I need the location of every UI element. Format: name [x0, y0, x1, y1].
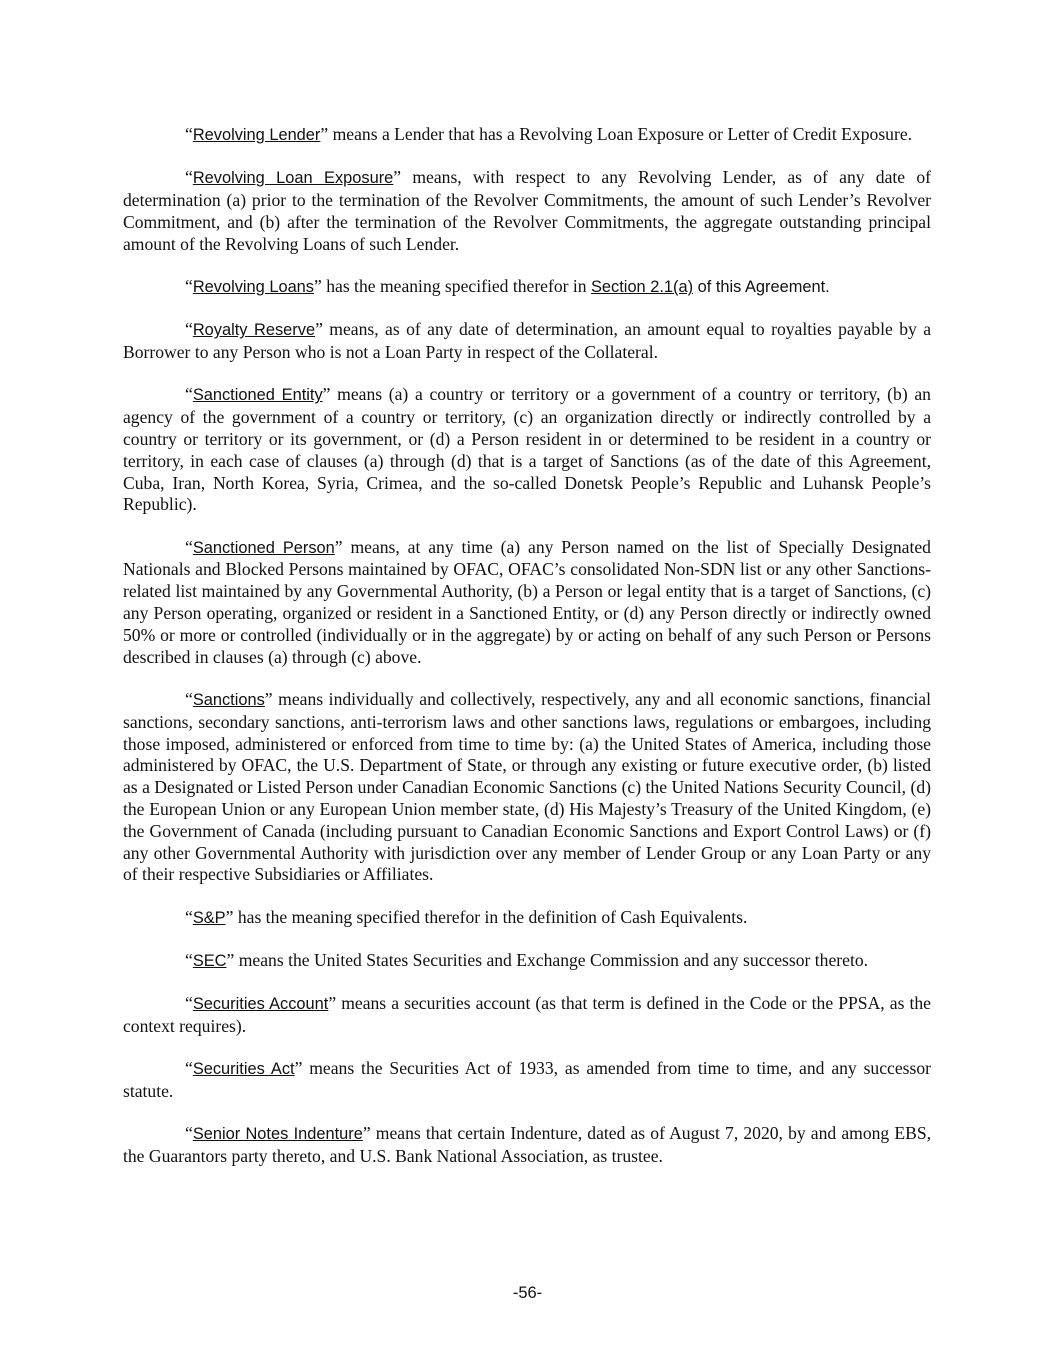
open-quote: “	[185, 1123, 193, 1144]
open-quote: “	[185, 906, 193, 927]
definition-paragraph	[123, 384, 931, 516]
defined-term: Securities Account	[192, 995, 329, 1014]
open-quote: “	[185, 384, 193, 405]
definition-paragraph	[123, 124, 931, 147]
definition-text: ” means the United States Securities and Exchange Commission and any successor thereto.	[226, 949, 869, 970]
page-number: -56-	[512, 1284, 543, 1302]
open-quote: “	[185, 688, 193, 709]
definition-text: ” means individually and collectively, respectively, any and all economic sanctions, financial sanctions, secondary sanctions, anti-terrorism laws and other sanctions laws, regulations or embargoes, including those imposed, administered or enforced from time to time by: (a) the United States of America, including those administered by OFAC, the U.S. Department of State, or through any existing or future executive order, (b) listed as a Designated or Listed Person under Canadian Economic Sanctions (c) the United Nations Security Council, (d) the European Union or any European Union member state, (d) His Majesty’s Treasury of the United Kingdom, (e) the Government of Canada (including pursuant to Canadian Economic Sanctions and Export Control Laws) or (f) any other Governmental Authority with jurisdiction over any member of Lender Group or any Loan Party or any of their respective Subsidiaries or Affiliates.	[123, 688, 931, 885]
definition-text: ” means a Lender that has a Revolving Loan Exposure or Letter of Credit Exposure.	[320, 124, 913, 144]
definition-text: ” means, as of any date of determination, an amount equal to royalties payable by a Borrower to any Person who is not a Loan Party in respect of the Collateral.	[123, 319, 932, 363]
defined-term: Sanctions	[192, 690, 265, 709]
definition-paragraph	[123, 167, 931, 255]
definition-text: ” has the meaning specified therefor in	[314, 275, 591, 296]
open-quote: “	[185, 124, 193, 144]
open-quote: “	[185, 536, 193, 557]
definition-text: ” means that certain Indenture, dated as of August 7, 2020, by and among EBS, the Guarantors party thereto, and U.S. Bank National Association, as trustee.	[123, 1123, 931, 1167]
definition-paragraph	[123, 907, 931, 930]
defined-term: S&P	[192, 908, 226, 927]
document-body	[123, 124, 931, 1188]
defined-term: Sanctioned Person	[192, 538, 335, 557]
definition-text: ” means, at any time (a) any Person named on the list of Specially Designated Nationals and Blocked Persons maintained by OFAC, OFAC’s consolidated Non-SDN list or any other Sanctions-related list maintained by any Governmental Authority, (b) a Person or legal entity that is a target of Sanctions, (c) any Person operating, organized or resident in a Sanctioned Entity, or (d) any Person directly or indirectly owned 50% or more or controlled (individually or in the aggregate) by or acting on behalf of any such Person or Persons described in clauses (a) through (c) above.	[123, 536, 931, 667]
definition-text: ” means a securities account (as that term is defined in the Code or the PPSA, as the context requires).	[123, 993, 931, 1036]
definition-text: of this Agreement.	[693, 277, 830, 296]
defined-term: Sanctioned Entity	[192, 386, 323, 405]
open-quote: “	[185, 1058, 193, 1079]
definition-paragraph	[123, 993, 931, 1038]
definition-text: ” means (a) a country or territory or a government of a country or territory, (b) an agency of the government of a country or territory, (c) an organization directly or indirectly controlled by a country or territory or its government, or (d) a Person resident in or determined to be resident in a country or territory, in each case of clauses (a) through (d) that is a target of Sanctions (as of the date of this Agreement, Cuba, Iran, North Korea, Syria, Crimea, and the so-called Donetsk People’s Republic and Luhansk People’s Republic).	[123, 384, 931, 515]
definition-paragraph	[123, 276, 931, 299]
definition-paragraph	[123, 1058, 931, 1103]
section-reference: Section 2.1(a)	[591, 277, 694, 296]
open-quote: “	[185, 275, 193, 296]
open-quote: “	[185, 949, 193, 970]
definition-text: ” means, with respect to any Revolving Lender, as of any date of determination (a) prior to the termination of the Revolver Commitments, the amount of such Lender’s Revolver Commitment, and (b) after the termination of the Revolver Commitments, the aggregate outstanding principal amount of the Revolving Loans of such Lender.	[123, 167, 932, 254]
defined-term: Revolving Loans	[192, 277, 314, 296]
open-quote: “	[185, 167, 193, 188]
defined-term: Senior Notes Indenture	[192, 1125, 363, 1144]
definition-text: ” means the Securities Act of 1933, as amended from time to time, and any successor statute.	[123, 1058, 932, 1102]
open-quote: “	[185, 319, 193, 340]
definition-paragraph	[123, 1123, 931, 1168]
defined-term: Revolving Loan Exposure	[192, 169, 394, 188]
defined-term: Royalty Reserve	[192, 321, 316, 340]
defined-term: SEC	[192, 951, 227, 970]
definition-paragraph	[123, 537, 931, 669]
definition-paragraph	[123, 319, 931, 364]
defined-term: Revolving Lender	[192, 126, 321, 144]
definition-paragraph	[123, 689, 931, 886]
defined-term: Securities Act	[192, 1060, 295, 1079]
definition-text: ” has the meaning specified therefor in the definition of Cash Equivalents.	[225, 906, 748, 927]
open-quote: “	[185, 993, 193, 1014]
definition-paragraph	[123, 950, 931, 973]
